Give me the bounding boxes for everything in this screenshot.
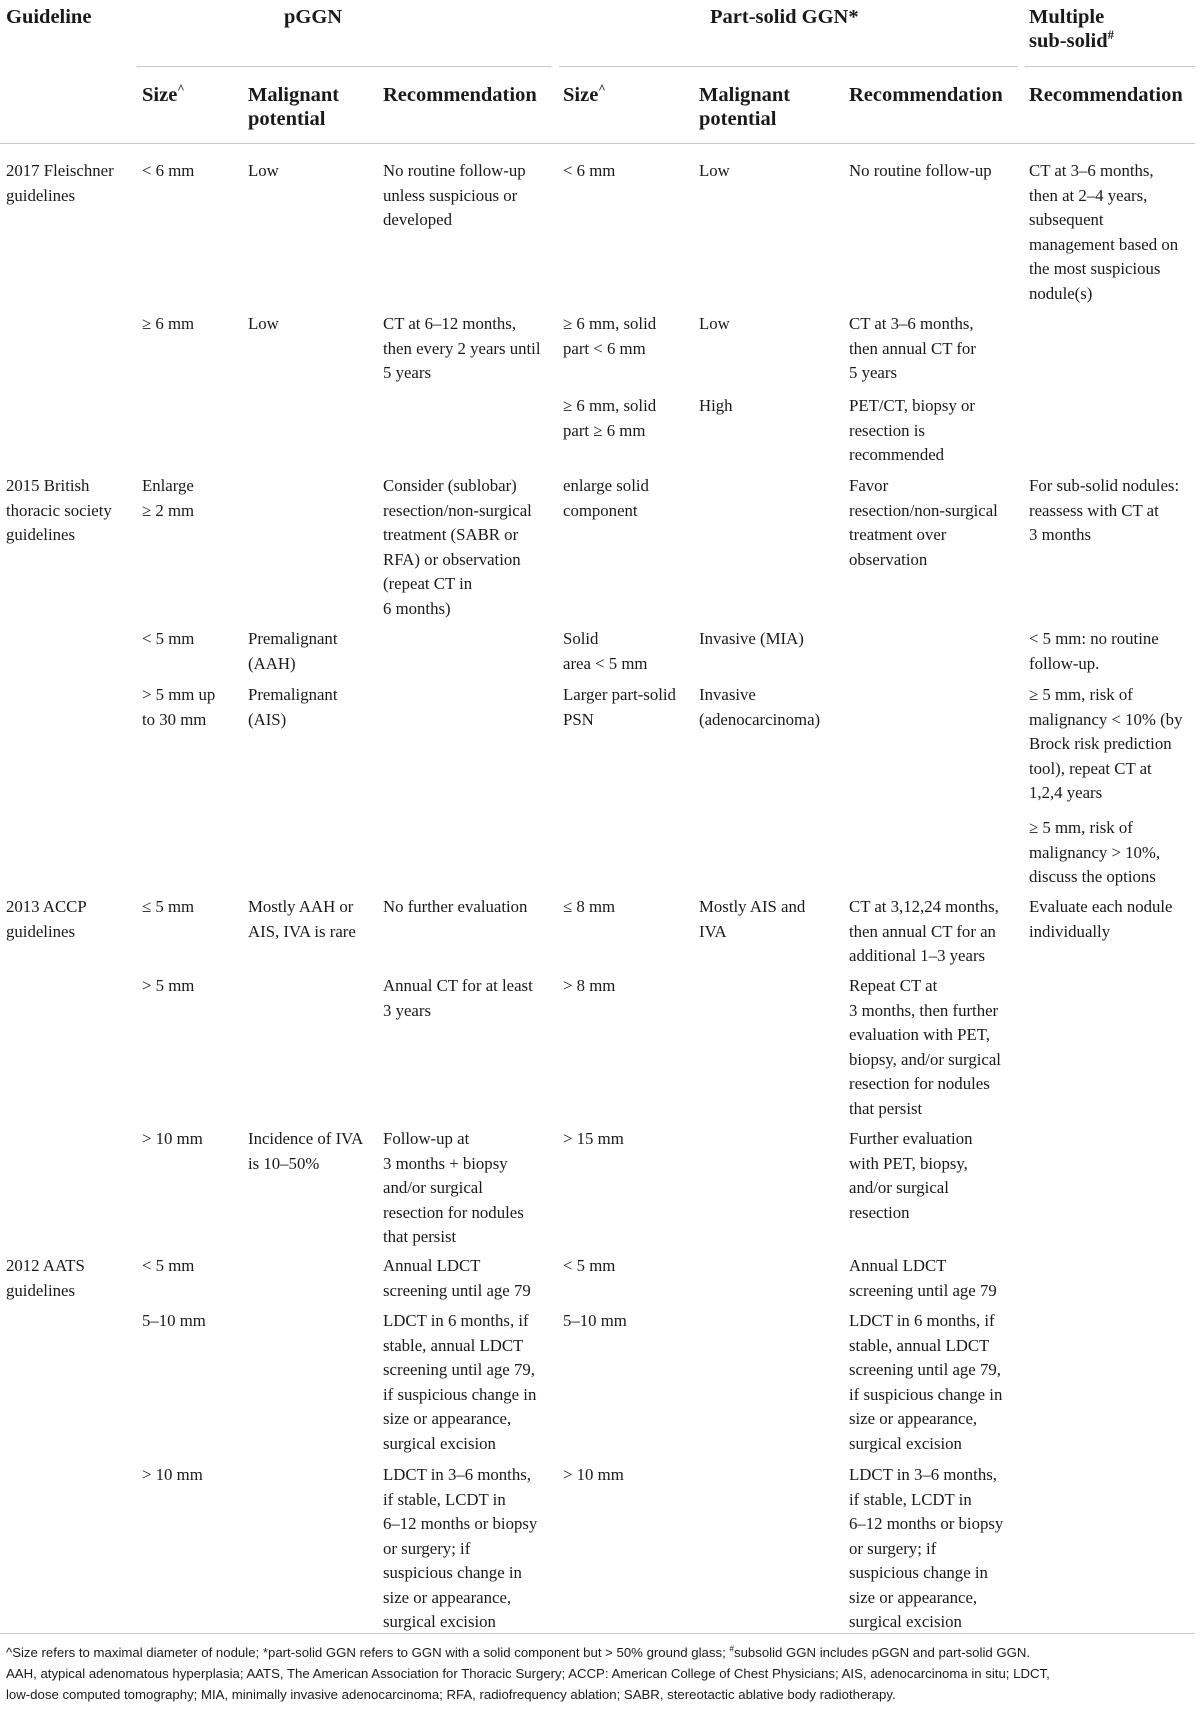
table-cell-p-size: > 5 mm up to 30 mm: [142, 685, 216, 729]
table-cell-p-mal: Incidence of IVA is 10–50%: [248, 1129, 364, 1173]
table-cell-s-size: 5–10 mm: [563, 1311, 627, 1330]
table-cell-s-size: > 8 mm: [563, 976, 616, 995]
table-cell-p-size: > 5 mm: [142, 976, 195, 995]
table-cell-p-size: < 5 mm: [142, 629, 195, 648]
table-cell-p-size: 5–10 mm: [142, 1311, 206, 1330]
table-cell-s-size: ≥ 6 mm, solid part < 6 mm: [563, 314, 657, 358]
header-guideline: Guideline: [6, 6, 92, 28]
table-cell-guideline: 2012 AATS guidelines: [6, 1256, 85, 1300]
table-cell-p-size: Enlarge ≥ 2 mm: [142, 476, 195, 520]
table-cell-s-size: > 15 mm: [563, 1129, 624, 1148]
table-cell-s-size: ≥ 6 mm, solid part ≥ 6 mm: [563, 396, 657, 440]
table-cell-s-size: > 10 mm: [563, 1465, 624, 1484]
table-cell-m-rec: Evaluate each nodule individually: [1029, 897, 1173, 941]
header-multiple-sub-solid: Multiple sub-solid#: [1029, 6, 1114, 52]
table-cell-s-size: enlarge solid component: [563, 476, 649, 520]
table-cell-m-rec: CT at 3–6 months, then at 2–4 years, subsequent management based on the most suspicious nodule(s): [1029, 161, 1179, 303]
subheader-part-solid-recommendation: Recommendation: [849, 84, 1003, 106]
table-cell-guideline: 2015 British thoracic society guidelines: [6, 476, 112, 544]
table-cell-s-rec: LDCT in 6 months, if stable, annual LDCT screening until age 79, if suspicious change in size or appearance, surgical excision: [849, 1311, 1003, 1453]
subheader-multiple-recommendation: Recommendation: [1029, 84, 1183, 106]
table-cell-s-rec: Favor resection/non-surgical treatment over observation: [849, 476, 998, 569]
table-cell-s-rec: Annual LDCT screening until age 79: [849, 1256, 997, 1300]
table-cell-m-rec: For sub-solid nodules: reassess with CT at 3 months: [1029, 476, 1180, 544]
table-cell-p-rec: Annual CT for at least 3 years: [383, 976, 533, 1020]
header-part-solid-ggn: Part-solid GGN*: [710, 6, 859, 28]
table-cell-p-rec: Consider (sublobar) resection/non-surgical treatment (SABR or RFA) or observation (repeat CT in 6 months): [383, 476, 532, 618]
pggn-group-rule: [137, 66, 551, 67]
subheader-part-solid-malignant-potential: Malignant potential: [699, 84, 791, 130]
footnote-line-1: ^Size refers to maximal diameter of nodule; *part-solid GGN refers to GGN with a solid component but > 50% ground glass; #subsolid GGN includes pGGN and part-solid GGN.: [6, 1644, 1031, 1660]
table-cell-m-rec: < 5 mm: no routine follow-up.: [1029, 629, 1159, 673]
table-cell-p-mal: Premalignant (AAH): [248, 629, 338, 673]
table-cell-p-size: > 10 mm: [142, 1129, 203, 1148]
table-cell-p-size: < 6 mm: [142, 161, 195, 180]
table-cell-s-rec: CT at 3–6 months, then annual CT for 5 years: [849, 314, 976, 382]
footnote-line-2: AAH, atypical adenomatous hyperplasia; AATS, The American Association for Thoracic Surgery; ACCP: American College of Chest Physicians; AIS, adenocarcinoma in situ; LDCT,: [6, 1666, 1050, 1681]
subheader-pggn-malignant-potential: Malignant potential: [248, 84, 340, 130]
table-cell-s-size: ≤ 8 mm: [563, 897, 616, 916]
table-footnote: [6, 1642, 1196, 1705]
table-cell-p-mal: Mostly AAH or AIS, IVA is rare: [248, 897, 356, 941]
multiple-group-rule: [1025, 66, 1195, 67]
table-cell-s-rec: Further evaluation with PET, biopsy, and/or surgical resection: [849, 1129, 973, 1222]
table-cell-s-rec: PET/CT, biopsy or resection is recommended: [849, 396, 976, 464]
table-cell-s-rec: CT at 3,12,24 months, then annual CT for an additional 1–3 years: [849, 897, 999, 965]
subheader-pggn-size: Size^: [142, 82, 185, 106]
table-cell-s-size: Larger part-solid PSN: [563, 685, 676, 729]
table-cell-p-size: ≤ 5 mm: [142, 897, 195, 916]
header-bottom-rule: [0, 143, 1195, 144]
header-pggn: pGGN: [284, 6, 343, 28]
table-cell-p-size: < 5 mm: [142, 1256, 195, 1275]
table-cell-p-rec: No routine follow-up unless suspicious or developed: [383, 161, 526, 229]
table-cell-p-rec: Follow-up at 3 months + biopsy and/or surgical resection for nodules that persist: [383, 1129, 524, 1246]
table-cell-s-rec: Repeat CT at 3 months, then further evaluation with PET, biopsy, and/or surgical resection for nodules that persist: [849, 976, 1001, 1118]
table-cell-p-mal: Low: [248, 314, 279, 333]
table-cell-s-size: < 6 mm: [563, 161, 616, 180]
table-cell-s-mal: Invasive (MIA): [699, 629, 804, 648]
table-cell-s-mal: High: [699, 396, 733, 415]
subheader-pggn-recommendation: Recommendation: [383, 84, 537, 106]
table-cell-p-rec: No further evaluation: [383, 897, 528, 916]
table-cell-s-mal: Invasive (adenocarcinoma): [699, 685, 821, 729]
table-cell-s-mal: Low: [699, 161, 730, 180]
table-cell-s-size: < 5 mm: [563, 1256, 616, 1275]
table-cell-p-rec: CT at 6–12 months, then every 2 years until 5 years: [383, 314, 541, 382]
table-cell-guideline: 2017 Fleischner guidelines: [6, 161, 114, 205]
table-cell-p-size: ≥ 6 mm: [142, 314, 195, 333]
table-cell-m-rec: ≥ 5 mm, risk of malignancy > 10%, discuss the options: [1029, 818, 1161, 886]
table-cell-s-rec: No routine follow-up: [849, 161, 992, 180]
table-cell-m-rec: ≥ 5 mm, risk of malignancy < 10% (by Brock risk prediction tool), repeat CT at 1,2,4 years: [1029, 685, 1183, 802]
table-cell-p-size: > 10 mm: [142, 1465, 203, 1484]
table-cell-p-rec: LDCT in 6 months, if stable, annual LDCT screening until age 79, if suspicious change in size or appearance, surgical excision: [383, 1311, 537, 1453]
table-cell-s-mal: Low: [699, 314, 730, 333]
table-cell-s-size: Solid area < 5 mm: [563, 629, 648, 673]
table-cell-p-mal: Premalignant (AIS): [248, 685, 338, 729]
table-cell-p-rec: Annual LDCT screening until age 79: [383, 1256, 531, 1300]
table-cell-s-rec: LDCT in 3–6 months, if stable, LCDT in 6–12 months or biopsy or surgery; if suspicious change in size or appearance, surgical excision: [849, 1465, 1004, 1631]
table-cell-guideline: 2013 ACCP guidelines: [6, 897, 87, 941]
subheader-part-solid-size: Size^: [563, 82, 606, 106]
table-bottom-rule: [0, 1633, 1195, 1634]
table-cell-p-mal: Low: [248, 161, 279, 180]
table-cell-p-rec: LDCT in 3–6 months, if stable, LCDT in 6–12 months or biopsy or surgery; if suspicious change in size or appearance, surgical excision: [383, 1465, 538, 1631]
part-solid-group-rule: [559, 66, 1018, 67]
footnote-line-3: low-dose computed tomography; MIA, minimally invasive adenocarcinoma; RFA, radiofrequency ablation; SABR, stereotactic ablative body radiotherapy.: [6, 1687, 896, 1702]
table-cell-s-mal: Mostly AIS and IVA: [699, 897, 806, 941]
